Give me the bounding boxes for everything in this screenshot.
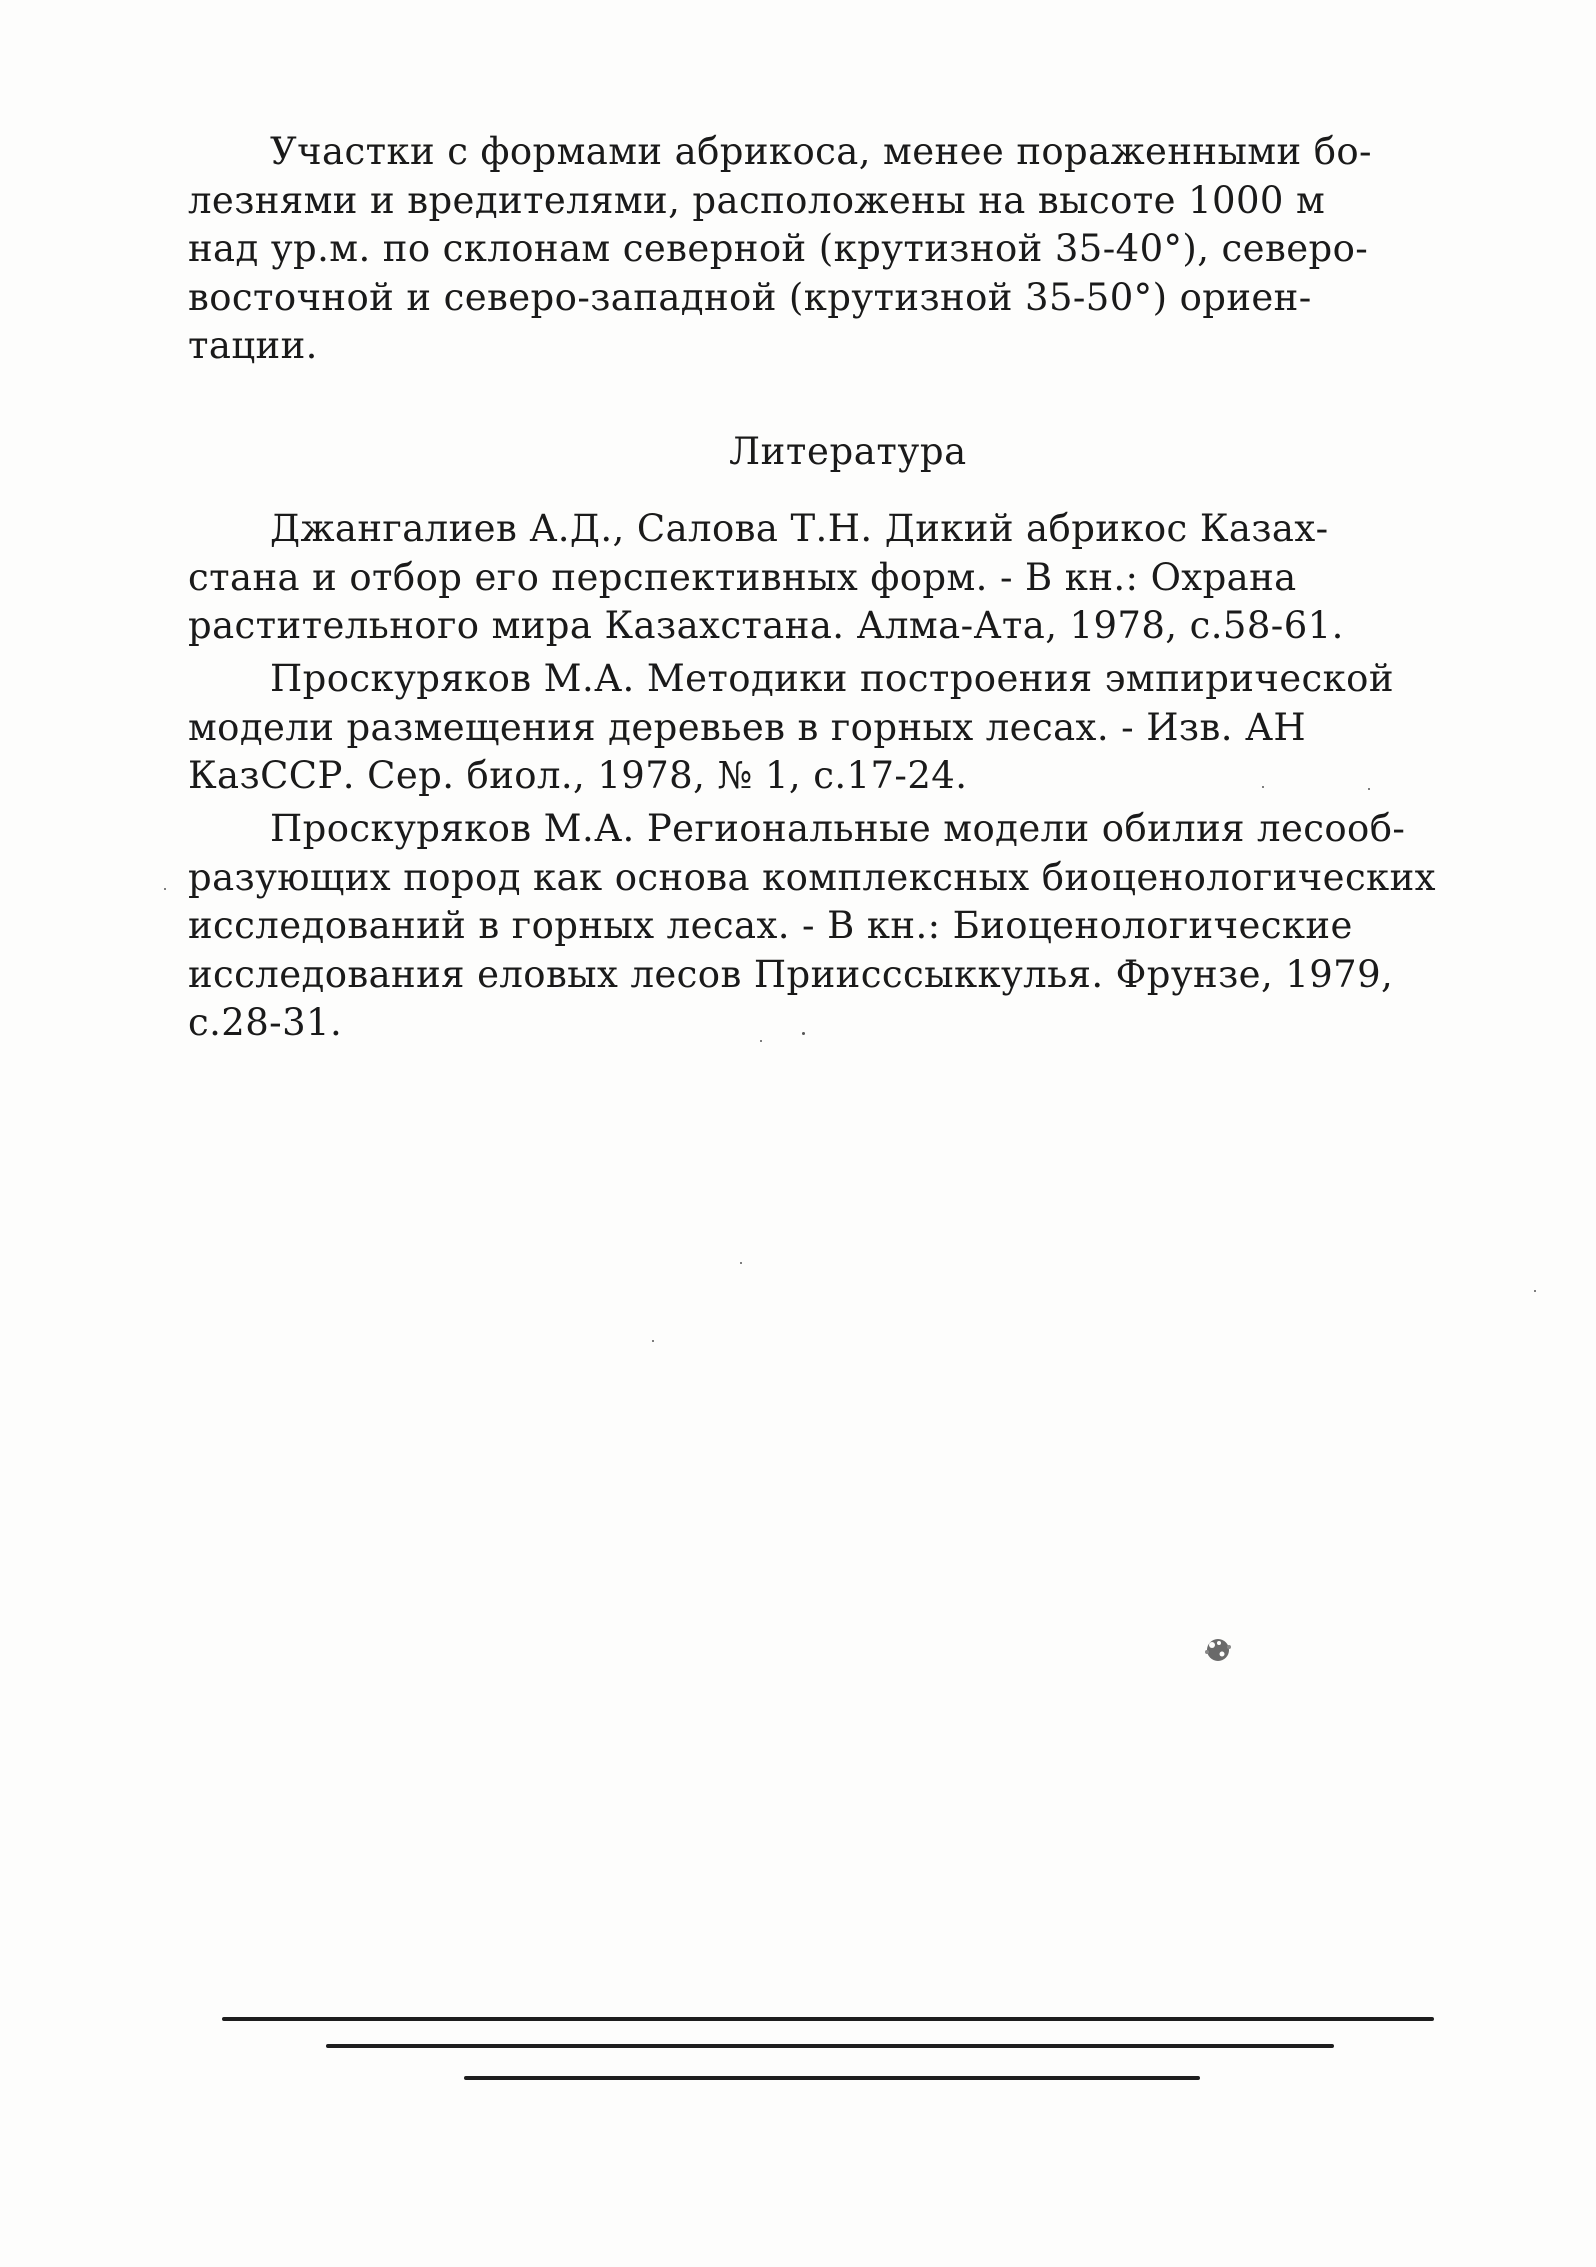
scan-speck [164, 888, 166, 890]
reference-line: исследования еловых лесов Приисссыккулья. Фрунзе, 1979, [188, 952, 1394, 996]
reference-line: исследований в горных лесах. - В кн.: Биоценологические [188, 904, 1353, 947]
scan-speck [652, 1340, 654, 1342]
reference-line: Проскуряков М.А. Методики построения эмпирической [270, 657, 1394, 700]
body-line: тации. [188, 324, 318, 367]
scan-speck [802, 1032, 805, 1035]
body-line: восточной и северо-западной (крутизной 35-50°) ориен- [188, 275, 1312, 319]
references-heading: Литература [729, 430, 967, 473]
reference-entry [188, 505, 1508, 651]
reference-line: стана и отбор его перспективных форм. - В кн.: Охрана [188, 555, 1297, 599]
closing-rule-3 [464, 2076, 1200, 2080]
reference-line: растительного мира Казахстана. Алма-Ата, 1978, с.58-61. [188, 604, 1344, 647]
reference-line: Проскуряков М.А. Региональные модели обилия лесооб- [270, 807, 1406, 850]
scan-speck [1534, 1290, 1536, 1292]
reference-line: разующих пород как основа комплексных биоценологических [188, 855, 1436, 899]
reference-entry [188, 655, 1508, 801]
scan-speck [740, 1262, 742, 1264]
body-line: Участки с формами абрикоса, менее пораженными бо- [270, 130, 1372, 173]
body-line: над ур.м. по склонам северной (крутизной 35-40°), северо- [188, 227, 1369, 270]
reference-line: модели размещения деревьев в горных лесах. - Изв. АН [188, 705, 1307, 749]
scan-speck [1368, 788, 1370, 790]
reference-line: Джангалиев А.Д., Салова Т.Н. Дикий абрикос Казах- [270, 507, 1329, 550]
scan-speck [760, 1040, 762, 1042]
reference-line: КазССР. Сер. биол., 1978, № 1, с.17-24. [188, 754, 968, 797]
body-paragraph [188, 128, 1508, 371]
closing-rule-2 [326, 2044, 1334, 2048]
closing-rule-1 [222, 2017, 1434, 2021]
reference-entry [188, 805, 1508, 1048]
body-line: лезнями и вредителями, расположены на высоте 1000 м [188, 178, 1326, 222]
ink-blot [1198, 1632, 1238, 1668]
scan-speck [1262, 786, 1264, 788]
reference-line: с.28-31. [188, 1001, 343, 1044]
